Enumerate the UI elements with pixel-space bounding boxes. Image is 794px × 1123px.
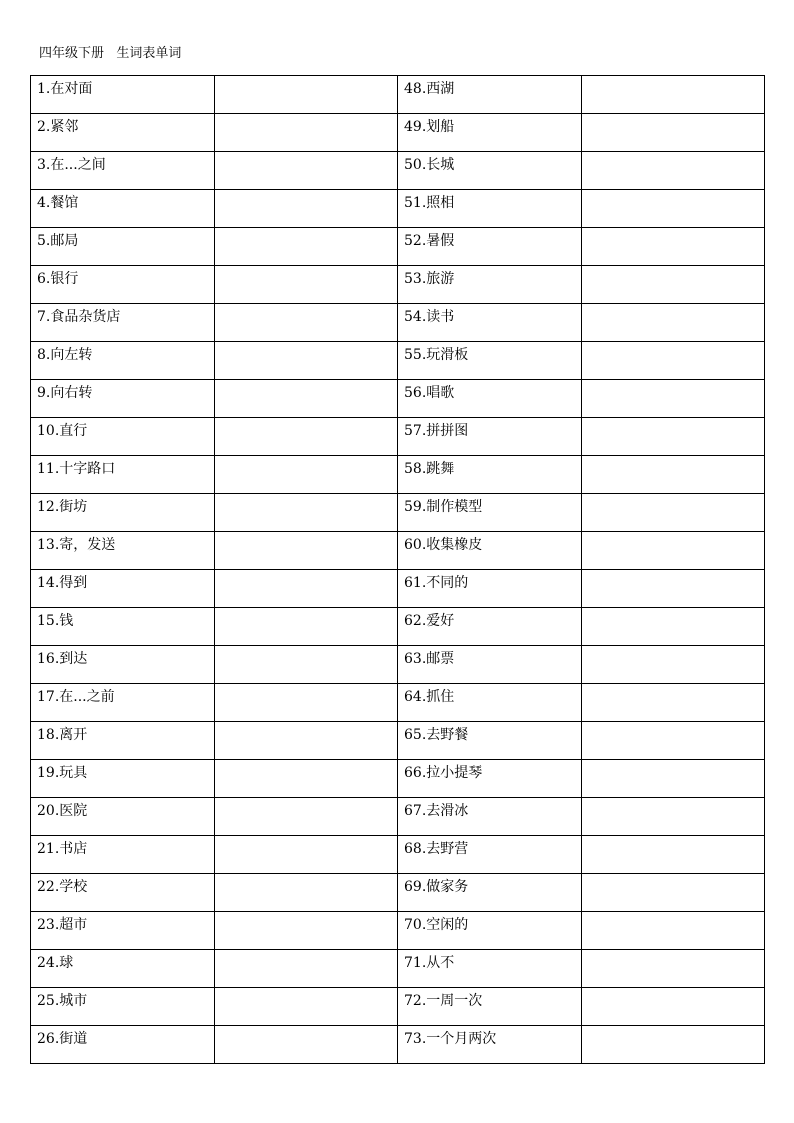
answer-cell-right[interactable] (581, 836, 765, 874)
chinese-term-left: 18.离开 (31, 722, 215, 760)
answer-cell-right[interactable] (581, 418, 765, 456)
chinese-term-right: 55.玩滑板 (398, 342, 582, 380)
chinese-term-right: 69.做家务 (398, 874, 582, 912)
answer-cell-left[interactable] (214, 190, 398, 228)
answer-cell-right[interactable] (581, 76, 765, 114)
answer-cell-left[interactable] (214, 988, 398, 1026)
table-row (31, 228, 765, 266)
answer-cell-left[interactable] (214, 874, 398, 912)
answer-cell-left[interactable] (214, 114, 398, 152)
table-row (31, 114, 765, 152)
chinese-term-right: 71.从不 (398, 950, 582, 988)
table-row (31, 836, 765, 874)
vocabulary-table-body (31, 76, 765, 1064)
answer-cell-left[interactable] (214, 1026, 398, 1064)
answer-cell-right[interactable] (581, 798, 765, 836)
chinese-term-right: 73.一个月两次 (398, 1026, 582, 1064)
chinese-term-left: 13.寄，发送 (31, 532, 215, 570)
chinese-term-right: 58.跳舞 (398, 456, 582, 494)
answer-cell-right[interactable] (581, 912, 765, 950)
chinese-term-left: 6.银行 (31, 266, 215, 304)
chinese-term-right: 61.不同的 (398, 570, 582, 608)
chinese-term-left: 14.得到 (31, 570, 215, 608)
answer-cell-left[interactable] (214, 912, 398, 950)
answer-cell-right[interactable] (581, 760, 765, 798)
table-row (31, 950, 765, 988)
answer-cell-left[interactable] (214, 570, 398, 608)
chinese-term-left: 20.医院 (31, 798, 215, 836)
answer-cell-left[interactable] (214, 798, 398, 836)
table-row (31, 722, 765, 760)
answer-cell-left[interactable] (214, 836, 398, 874)
answer-cell-left[interactable] (214, 684, 398, 722)
table-row (31, 684, 765, 722)
chinese-term-left: 4.餐馆 (31, 190, 215, 228)
table-row (31, 646, 765, 684)
chinese-term-left: 7.食品杂货店 (31, 304, 215, 342)
table-row (31, 266, 765, 304)
chinese-term-left: 19.玩具 (31, 760, 215, 798)
chinese-term-left: 9.向右转 (31, 380, 215, 418)
chinese-term-right: 54.读书 (398, 304, 582, 342)
table-row (31, 152, 765, 190)
table-row (31, 380, 765, 418)
chinese-term-right: 48.西湖 (398, 76, 582, 114)
answer-cell-right[interactable] (581, 190, 765, 228)
answer-cell-left[interactable] (214, 380, 398, 418)
table-row (31, 76, 765, 114)
table-row (31, 570, 765, 608)
chinese-term-right: 68.去野营 (398, 836, 582, 874)
answer-cell-left[interactable] (214, 152, 398, 190)
answer-cell-right[interactable] (581, 228, 765, 266)
chinese-term-right: 57.拼拼图 (398, 418, 582, 456)
answer-cell-right[interactable] (581, 380, 765, 418)
answer-cell-right[interactable] (581, 684, 765, 722)
chinese-term-left: 16.到达 (31, 646, 215, 684)
answer-cell-right[interactable] (581, 988, 765, 1026)
chinese-term-right: 59.制作模型 (398, 494, 582, 532)
answer-cell-left[interactable] (214, 342, 398, 380)
answer-cell-right[interactable] (581, 266, 765, 304)
chinese-term-right: 72.一周一次 (398, 988, 582, 1026)
table-row (31, 494, 765, 532)
answer-cell-left[interactable] (214, 722, 398, 760)
answer-cell-right[interactable] (581, 874, 765, 912)
answer-cell-left[interactable] (214, 418, 398, 456)
answer-cell-right[interactable] (581, 1026, 765, 1064)
answer-cell-right[interactable] (581, 114, 765, 152)
chinese-term-left: 15.钱 (31, 608, 215, 646)
chinese-term-left: 11.十字路口 (31, 456, 215, 494)
answer-cell-left[interactable] (214, 760, 398, 798)
chinese-term-right: 56.唱歌 (398, 380, 582, 418)
chinese-term-left: 10.直行 (31, 418, 215, 456)
chinese-term-left: 24.球 (31, 950, 215, 988)
page-title: 四年级下册 生词表单词 (39, 46, 182, 61)
vocabulary-table (30, 75, 765, 1064)
answer-cell-right[interactable] (581, 456, 765, 494)
answer-cell-right[interactable] (581, 570, 765, 608)
table-row (31, 912, 765, 950)
table-row (31, 342, 765, 380)
table-row (31, 760, 765, 798)
chinese-term-right: 66.拉小提琴 (398, 760, 582, 798)
chinese-term-right: 67.去滑冰 (398, 798, 582, 836)
chinese-term-left: 5.邮局 (31, 228, 215, 266)
answer-cell-right[interactable] (581, 304, 765, 342)
chinese-term-left: 21.书店 (31, 836, 215, 874)
chinese-term-right: 70.空闲的 (398, 912, 582, 950)
answer-cell-left[interactable] (214, 608, 398, 646)
chinese-term-right: 62.爱好 (398, 608, 582, 646)
chinese-term-right: 65.去野餐 (398, 722, 582, 760)
chinese-term-left: 17.在...之前 (31, 684, 215, 722)
chinese-term-right: 53.旅游 (398, 266, 582, 304)
table-row (31, 418, 765, 456)
answer-cell-left[interactable] (214, 304, 398, 342)
chinese-term-left: 2.紧邻 (31, 114, 215, 152)
table-row (31, 304, 765, 342)
table-row (31, 190, 765, 228)
table-row (31, 1026, 765, 1064)
chinese-term-right: 64.抓住 (398, 684, 582, 722)
chinese-term-right: 51.照相 (398, 190, 582, 228)
chinese-term-right: 50.长城 (398, 152, 582, 190)
table-row (31, 798, 765, 836)
answer-cell-right[interactable] (581, 494, 765, 532)
table-row (31, 532, 765, 570)
answer-cell-right[interactable] (581, 532, 765, 570)
chinese-term-right: 49.划船 (398, 114, 582, 152)
chinese-term-left: 25.城市 (31, 988, 215, 1026)
answer-cell-left[interactable] (214, 76, 398, 114)
chinese-term-right: 63.邮票 (398, 646, 582, 684)
table-row (31, 988, 765, 1026)
table-row (31, 456, 765, 494)
answer-cell-right[interactable] (581, 950, 765, 988)
answer-cell-left[interactable] (214, 950, 398, 988)
chinese-term-left: 22.学校 (31, 874, 215, 912)
table-row (31, 608, 765, 646)
answer-cell-left[interactable] (214, 228, 398, 266)
answer-cell-left[interactable] (214, 266, 398, 304)
chinese-term-left: 23.超市 (31, 912, 215, 950)
chinese-term-left: 26.街道 (31, 1026, 215, 1064)
chinese-term-left: 12.街坊 (31, 494, 215, 532)
chinese-term-right: 52.暑假 (398, 228, 582, 266)
answer-cell-right[interactable] (581, 646, 765, 684)
answer-cell-left[interactable] (214, 456, 398, 494)
answer-cell-right[interactable] (581, 608, 765, 646)
answer-cell-right[interactable] (581, 342, 765, 380)
chinese-term-left: 3.在...之间 (31, 152, 215, 190)
answer-cell-left[interactable] (214, 532, 398, 570)
chinese-term-right: 60.收集橡皮 (398, 532, 582, 570)
table-row (31, 874, 765, 912)
answer-cell-left[interactable] (214, 494, 398, 532)
chinese-term-left: 8.向左转 (31, 342, 215, 380)
answer-cell-right[interactable] (581, 152, 765, 190)
answer-cell-left[interactable] (214, 646, 398, 684)
chinese-term-left: 1.在对面 (31, 76, 215, 114)
answer-cell-right[interactable] (581, 722, 765, 760)
